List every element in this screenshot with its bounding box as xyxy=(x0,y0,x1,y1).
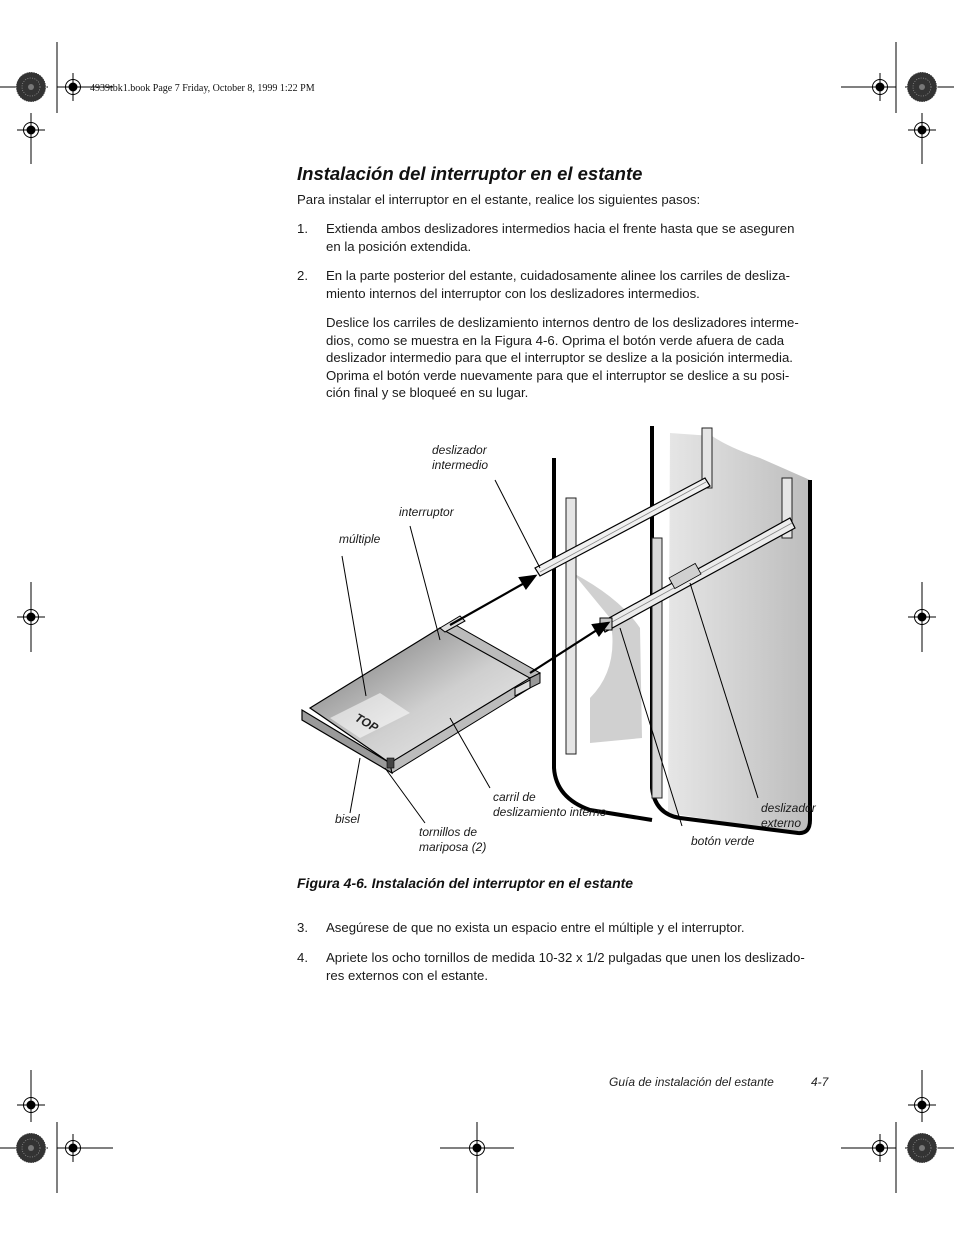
registration-target-icon xyxy=(908,1091,936,1119)
registration-target-icon xyxy=(463,1134,491,1162)
step-line: Oprima el botón verde nuevamente para que el interruptor se deslice a su posi- xyxy=(326,367,790,383)
registration-target-icon xyxy=(908,603,936,631)
step-line: Deslice los carriles de deslizamiento internos dentro de los deslizadores interme- xyxy=(326,315,799,330)
step-line: miento internos del interruptor con los deslizadores intermedios. xyxy=(326,285,700,301)
section-heading: Instalación del interruptor en el estante xyxy=(297,163,643,184)
registration-star-icon xyxy=(16,1133,46,1163)
figure-illustration xyxy=(290,418,830,858)
step-line: Apriete los ocho tornillos de medida 10-32 x 1/2 pulgadas que unen los deslizado- xyxy=(326,950,805,965)
figure-caption: Figura 4-6. Instalación del interruptor en el estante xyxy=(297,875,634,891)
registration-star-icon xyxy=(907,1133,937,1163)
print-slug: 4939tbk1.book Page 7 Friday, October 8, 1999 1:22 PM xyxy=(90,83,315,94)
step-number: 2. xyxy=(297,268,308,283)
callout-switch: interruptor xyxy=(399,505,454,519)
step-number: 4. xyxy=(297,950,308,965)
callout-bezel: bisel xyxy=(335,812,360,826)
switch-unit xyxy=(302,616,540,773)
callout-intermediate-slide: deslizador intermedio xyxy=(432,443,489,472)
intro-paragraph: Para instalar el interruptor en el estante, realice los siguientes pasos: xyxy=(297,192,701,207)
step-line: En la parte posterior del estante, cuidadosamente alinee los carriles de desliza- xyxy=(326,268,791,283)
registration-star-icon xyxy=(16,72,46,102)
step-line: deslizador intermedio para que el interruptor se deslize a la posición intermedia. xyxy=(326,350,793,365)
step-line: ción final y se bloqueé en su lugar. xyxy=(326,385,529,400)
registration-target-icon xyxy=(866,73,894,101)
registration-target-icon xyxy=(908,116,936,144)
registration-target-icon xyxy=(17,1091,45,1119)
callout-green-button: botón verde xyxy=(691,834,755,848)
step-line: Extienda ambos deslizadores intermedios hacia el frente hasta que se aseguren xyxy=(326,221,795,236)
callout-outer-slide: deslizador externo xyxy=(761,801,816,830)
footer-title: Guía de instalación del estante xyxy=(609,1075,774,1089)
registration-target-icon xyxy=(17,603,45,631)
step-line: dios, como se muestra en la Figura 4-6. Oprima el botón verde afuera de cada xyxy=(326,332,785,348)
callout-manifold: múltiple xyxy=(339,532,381,546)
step-line: res externos con el estante. xyxy=(326,967,489,983)
registration-target-icon xyxy=(866,1134,894,1162)
registration-target-icon xyxy=(17,116,45,144)
rack-cabinet xyxy=(554,426,810,833)
callout-thumbscrews: tornillos de mariposa (2) xyxy=(419,825,487,854)
top-label: TOP xyxy=(352,710,381,735)
step-line: en la posición extendida. xyxy=(326,238,472,254)
registration-target-icon xyxy=(59,73,87,101)
page-number: 4-7 xyxy=(811,1075,829,1089)
step-number: 1. xyxy=(297,221,308,236)
registration-star-icon xyxy=(907,72,937,102)
registration-target-icon xyxy=(59,1134,87,1162)
step-number: 3. xyxy=(297,920,308,935)
callout-inner-rail: carril de deslizamiento interno xyxy=(493,790,607,819)
step-line: Asegúrese de que no exista un espacio entre el múltiple y el interruptor. xyxy=(326,920,745,935)
